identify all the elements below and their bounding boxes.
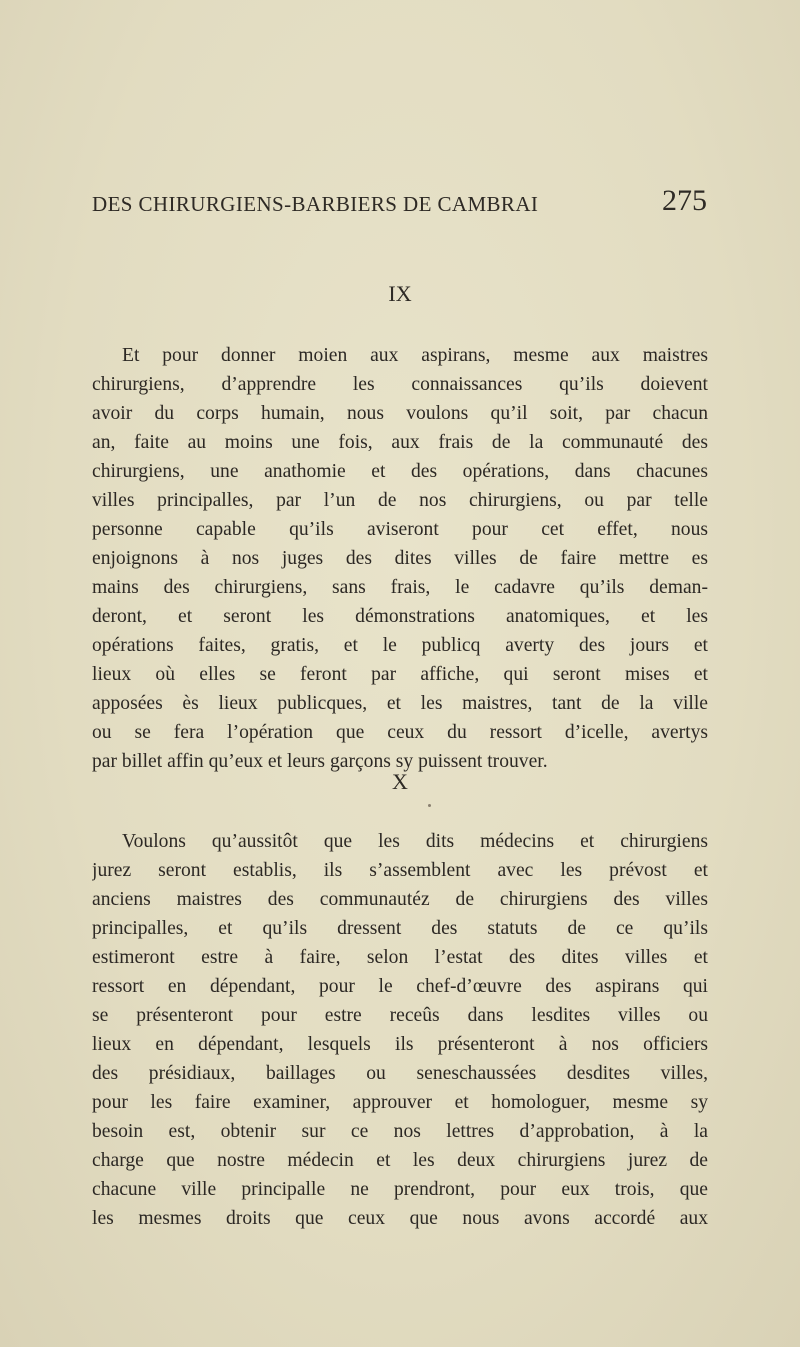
text-line: estimeront estre à faire, selon l’estat des dites villes et	[92, 947, 708, 968]
text-line: Voulons qu’aussitôt que les dits médecins et chirurgiens	[122, 831, 708, 852]
text-line: besoin est, obtenir sur ce nos lettres d’approbation, à la	[92, 1121, 708, 1142]
text-line: se présenteront pour estre receûs dans lesdites villes ou	[92, 1005, 708, 1026]
text-line: enjoignons à nos juges des dites villes de faire mettre es	[92, 548, 708, 569]
running-header	[92, 186, 707, 222]
text-line: mains des chirurgiens, sans frais, le cadavre qu’ils deman-	[92, 577, 708, 598]
paragraph-section-x	[92, 827, 708, 1233]
text-line: chacune ville principalle ne prendront, pour eux trois, que	[92, 1179, 708, 1200]
text-line: les mesmes droits que ceux que nous avons accordé aux	[92, 1208, 708, 1229]
text-line: des présidiaux, baillages ou seneschaussées desdites villes,	[92, 1063, 708, 1084]
text-line: jurez seront establis, ils s’assemblent avec les prévost et	[92, 860, 708, 881]
text-line: lieux où elles se feront par affiche, qui seront mises et	[92, 664, 708, 685]
text-line: opérations faites, gratis, et le publicq averty des jours et	[92, 635, 708, 656]
text-line: chirurgiens, d’apprendre les connaissances qu’ils doievent	[92, 374, 708, 395]
text-line: lieux en dépendant, lesquels ils présenteront à nos officiers	[92, 1034, 708, 1055]
text-line: principalles, et qu’ils dressent des statuts de ce qu’ils	[92, 918, 708, 939]
text-line: villes principalles, par l’un de nos chirurgiens, ou par telle	[92, 490, 708, 511]
text-line: chirurgiens, une anathomie et des opérations, dans chacunes	[92, 461, 708, 482]
text-line: deront, et seront les démonstrations anatomiques, et les	[92, 606, 708, 627]
text-line: ressort en dépendant, pour le chef-d’œuvre des aspirans qui	[92, 976, 708, 997]
text-line: ou se fera l’opération que ceux du ressort d’icelle, avertys	[92, 722, 708, 743]
text-line: par billet affin qu’eux et leurs garçons sy puissent trouver.	[92, 751, 548, 772]
section-heading-x: X	[392, 769, 408, 794]
section-heading-ix: IX	[388, 281, 412, 306]
running-title: DES CHIRURGIENS-BARBIERS DE CAMBRAI	[92, 192, 539, 216]
page-number: 275	[662, 184, 707, 217]
text-line: avoir du corps humain, nous voulons qu’il soit, par chacun	[92, 403, 708, 424]
text-line: personne capable qu’ils aviseront pour cet effet, nous	[92, 519, 708, 540]
text-line: an, faite au moins une fois, aux frais de la communauté des	[92, 432, 708, 453]
text-line: charge que nostre médecin et les deux chirurgiens jurez de	[92, 1150, 708, 1171]
text-line: anciens maistres des communautéz de chirurgiens des villes	[92, 889, 708, 910]
text-line: pour les faire examiner, approuver et homologuer, mesme sy	[92, 1092, 708, 1113]
text-line: Et pour donner moien aux aspirans, mesme aux maistres	[122, 345, 708, 366]
paragraph-section-ix	[92, 341, 708, 776]
ink-speck	[428, 804, 431, 807]
text-line: apposées ès lieux publicques, et les maistres, tant de la ville	[92, 693, 708, 714]
